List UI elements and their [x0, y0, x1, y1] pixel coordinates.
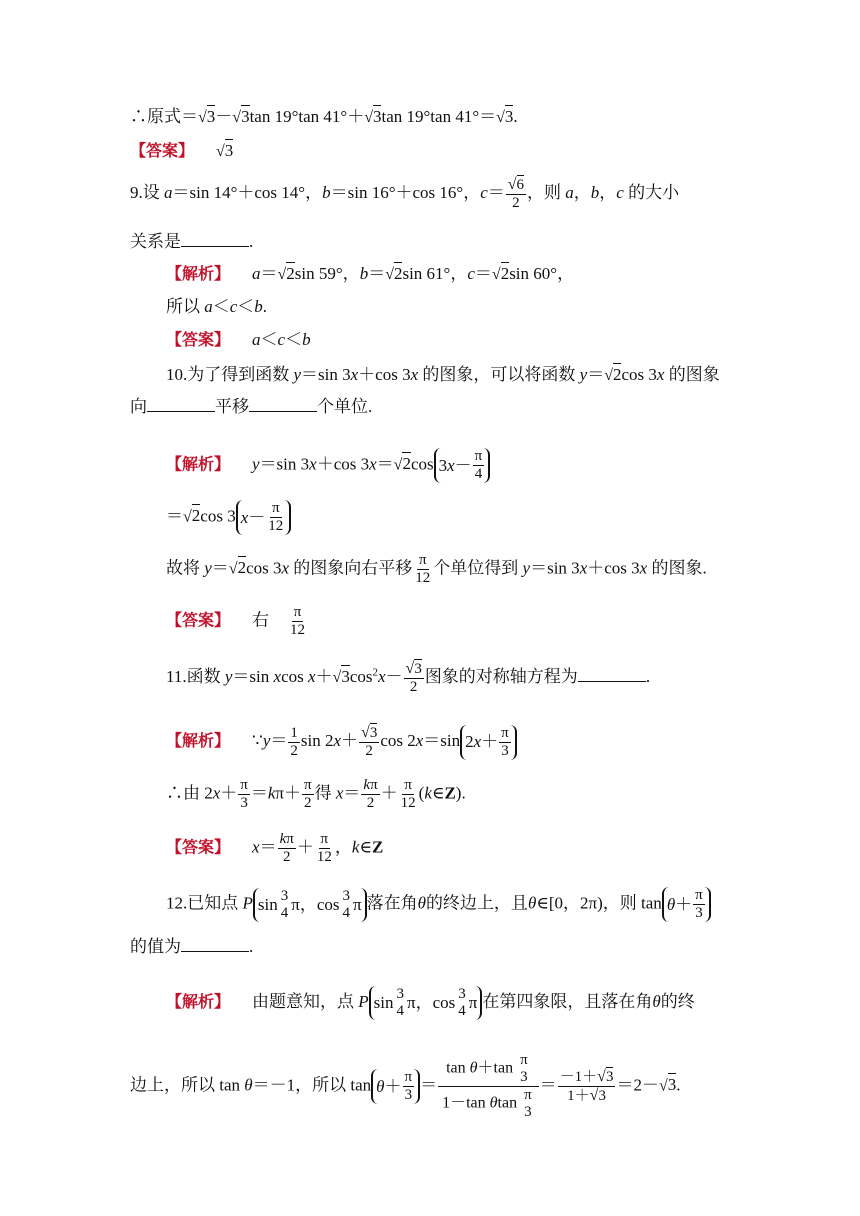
- solution-11: 【解析】 ∵y＝ $\frac{1}{2}$ sin 2x＋ $\frac{√3}{2}$ cos 2x＝sin 2 x ＋ $\frac{\pi}{3}$: [166, 724, 517, 760]
- analysis-tag: 【解析】: [166, 454, 231, 474]
- line-conclusion-8: ∴原式＝√3－√3tan 19°tan 41°＋√3tan 19°tan 41°＝√3.: [130, 107, 518, 126]
- answer-tag: 【答案】: [166, 330, 231, 349]
- analysis-tag: 【解析】: [166, 264, 231, 283]
- answer-9: 【答案】 a＜c＜b: [166, 330, 311, 349]
- solution-10: 【解析】 y＝sin 3x＋cos 3x＝√2cos 3 x － $\frac{\pi}{4}$: [166, 448, 490, 483]
- solution-10-step2: ＝√2cos 3 x － $\frac{\pi}{12}$: [166, 500, 291, 535]
- analysis-tag: 【解析】: [166, 730, 231, 750]
- question-10: 10.为了得到函数 y＝sin 3x＋cos 3x 的图象，可以将函数 y＝√2cos 3x 的图象: [166, 365, 720, 384]
- solution-10-conclusion: 故将 y＝√2cos 3x 的图象向右平移 $\frac{\pi}{12}$ 个单位得到 y＝sin 3x＋cos 3x 的图象.: [166, 552, 707, 586]
- answer-tag: 【答案】: [130, 141, 195, 160]
- solution-9: 【解析】 a＝√2sin 59°，b＝√2sin 61°，c＝√2sin 60°，: [166, 264, 575, 283]
- answer-8: 【答案】 √3: [130, 141, 234, 160]
- question-12-cont: 的值为 .: [130, 937, 254, 956]
- answer-tag: 【答案】: [166, 610, 231, 630]
- analysis-tag: 【解析】: [166, 991, 231, 1011]
- answer-10: 【答案】 右 $\frac{\pi}{12}$: [166, 604, 306, 638]
- question-12: 12.已知点 P sin 3 4 π，cos 3 4 π 落在角θ的终边上，且θ∈[0，2π)，则 tan θ ＋ $\frac{\pi}{3}$: [166, 887, 711, 922]
- question-10-cont: 向 平移 个单位.: [130, 397, 373, 416]
- solution-11-cont: ∴由 2x＋ $\frac{\pi}{3}$ ＝kπ＋ $\frac{\pi}{2}$ 得 x＝ $\frac{k\pi}{2}$ ＋ $\frac{\pi}{12}$ (k∈Z).: [166, 777, 466, 811]
- question-9-cont: 关系是 .: [130, 232, 254, 251]
- question-9: 9.设 a＝sin 14°＋cos 14°，b＝sin 16°＋cos 16°，c＝ $\frac{√6}{2}$ ，则 a，b，c 的大小: [130, 176, 680, 211]
- question-11: 11.函数 y＝sin xcos $x+√3\cos^2x-$ $\frac{√3}{2}$ 图象的对称轴方程为 .: [166, 660, 651, 695]
- answer-tag: 【答案】: [166, 837, 231, 857]
- solution-9-cont: 所以 a＜c＜b.: [166, 297, 268, 316]
- answer-11: 【答案】 x＝ $\frac{k\pi}{2}$ ＋ $\frac{\pi}{12}$ ，k∈Z: [166, 831, 384, 865]
- solution-12-cont: 边上，所以 tan θ＝－1，所以 tan θ ＋ $\frac{\pi}{3}$ ＝ tan θ＋tan π 3 1－tan θtan π 3 ＝ $\frac{-1+√3}{1+√3}$ ＝2－√3.: [130, 1052, 681, 1120]
- solution-12: 【解析】 由题意知，点 P sin 3 4 π，cos 3 4 π 在第四象限，且落在角θ的终: [166, 986, 695, 1019]
